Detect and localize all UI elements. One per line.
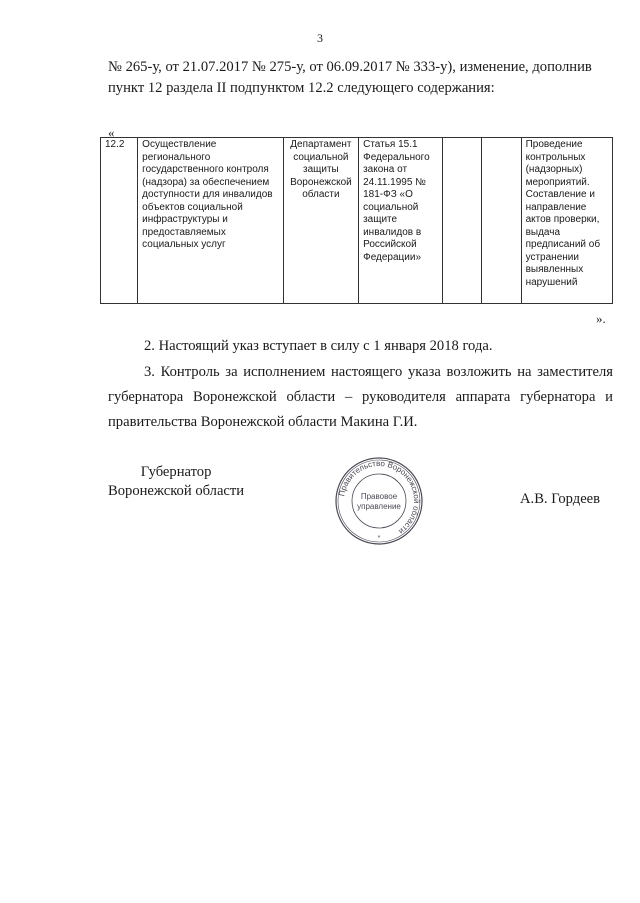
signatory-name: А.В. Гордеев xyxy=(520,491,601,507)
seal-center-line-1: Правовое xyxy=(360,492,398,501)
cell-empty-5 xyxy=(443,138,482,304)
cell-legal-basis: Статья 15.1 Федерального закона от 24.11.1995 № 181-ФЗ «О социальной защите инвалидов в Российской Федерации» xyxy=(359,138,443,304)
page-number: 3 xyxy=(317,31,323,45)
paragraph-3: 3. Контроль за исполнением настоящего указа возложить на заместителя губернатора Воронежской области – руководителя аппарата губернатора и правительства Воронежской области Макина Г.И. xyxy=(108,364,613,430)
signatory-title-line-2: Воронежской области xyxy=(108,483,245,499)
intro-text xyxy=(108,57,613,99)
cell-number: 12.2 xyxy=(101,138,138,304)
signatory-title xyxy=(108,463,244,501)
cell-result: Проведение контрольных (надзорных) мероприятий. Составление и направление актов проверки, выдача предписаний об устранении выявленных нарушений xyxy=(521,138,612,304)
close-quote: ». xyxy=(596,311,606,326)
open-quote: « xyxy=(108,125,115,140)
cell-department: Департамент социальной защиты Воронежской области xyxy=(283,138,358,304)
seal-star-icon: * xyxy=(377,535,381,542)
cell-empty-6 xyxy=(482,138,521,304)
seal-ring-text: Правительство Воронежской области xyxy=(337,458,422,536)
seal-center-line-2: управление xyxy=(357,502,401,511)
table-row xyxy=(101,138,613,304)
official-seal xyxy=(334,456,424,546)
signatory-title-line-1: Губернатор xyxy=(140,464,212,480)
paragraph-2: 2. Настоящий указ вступает в силу с 1 января 2018 года. xyxy=(144,338,493,354)
intro-line-2: пункт 12 раздела II подпунктом 12.2 следующего содержания: xyxy=(108,80,495,96)
intro-line-1: № 265-у, от 21.07.2017 № 275-у, от 06.09.2017 № 333-у), изменение, дополнив xyxy=(108,59,592,75)
amendment-table xyxy=(100,137,613,304)
cell-activity: Осуществление регионального государственного контроля (надзора) за обеспечением доступности для инвалидов объектов социальной инфраструктуры и предоставляемых социальных услуг xyxy=(138,138,284,304)
